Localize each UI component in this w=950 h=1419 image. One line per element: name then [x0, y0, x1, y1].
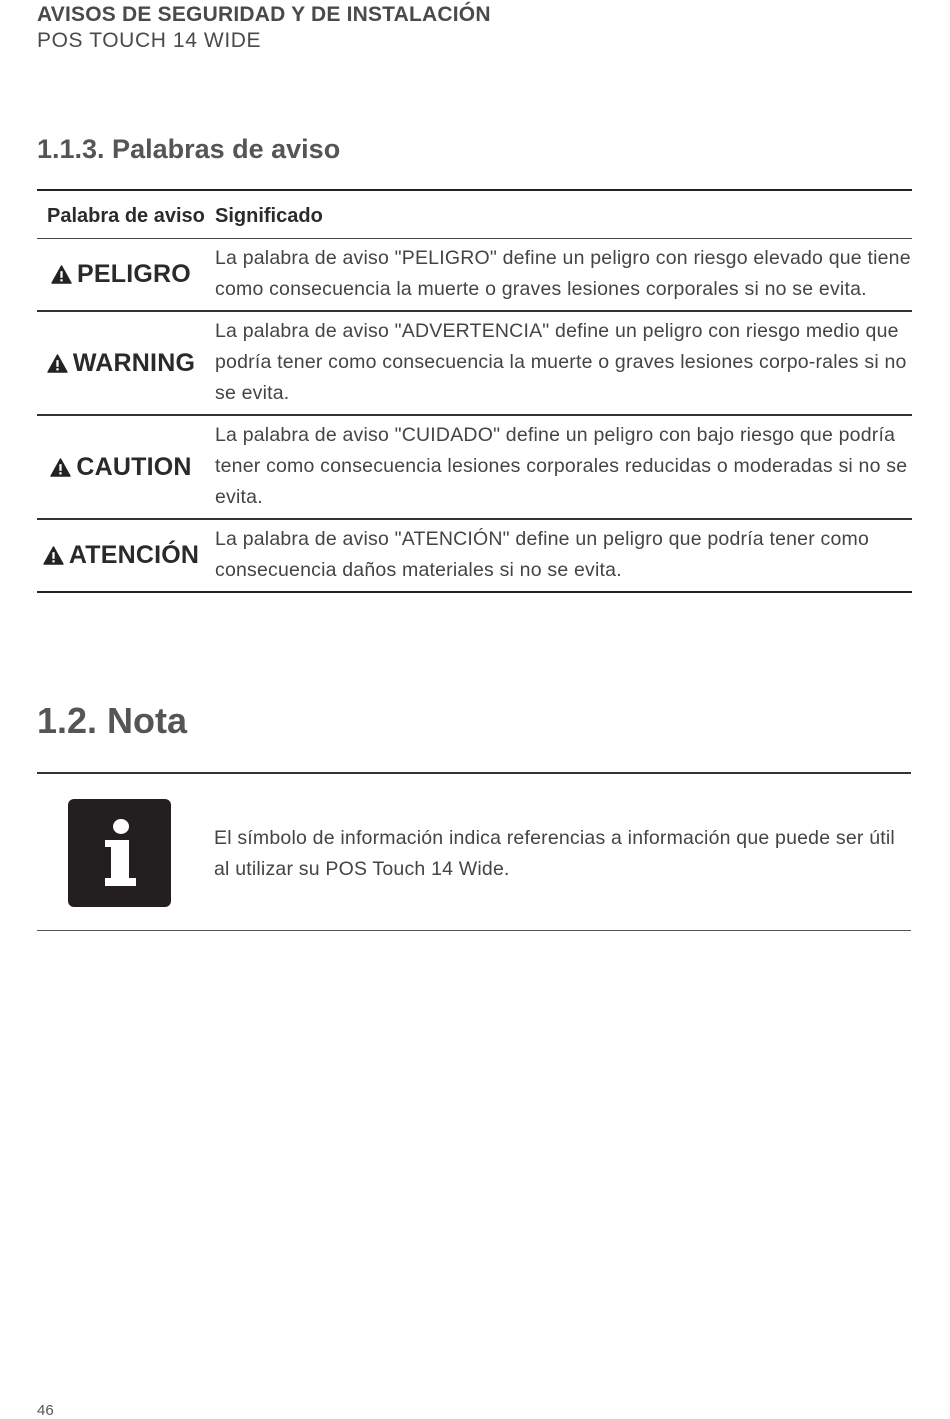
warning-triangle-icon: [43, 546, 64, 565]
page-header: [37, 2, 491, 54]
signal-words-table: [37, 189, 912, 593]
signal-word-label: WARNING: [72, 348, 196, 377]
page-number: 46: [37, 1402, 54, 1419]
product-name: POS TOUCH 14 WIDE: [37, 29, 262, 52]
chapter-title: AVISOS DE SEGURIDAD Y DE INSTALACIÓN: [37, 3, 491, 26]
signal-word-warning: [47, 349, 195, 378]
warning-triangle-icon: [51, 265, 72, 284]
signal-word-cell: [37, 415, 205, 519]
note-box: [37, 772, 911, 931]
signal-word-label: CAUTION: [76, 452, 192, 481]
warning-triangle-icon: [47, 354, 68, 373]
signal-word-atencion: [43, 541, 199, 570]
table-header-row: [37, 190, 912, 239]
table-row: [37, 239, 912, 312]
info-icon: [68, 799, 171, 907]
section-title-signal-words: 1.1.3. Palabras de aviso: [37, 134, 341, 164]
section-title-note: 1.2. Nota: [37, 700, 188, 741]
table-row: [37, 311, 912, 415]
warning-triangle-icon: [50, 458, 71, 477]
meaning-cell: La palabra de aviso "PELIGRO" define un peligro con riesgo elevado que tiene como consecuencia la muerte o graves lesiones corporales si no se evita.: [215, 247, 911, 300]
table-row: [37, 519, 912, 592]
meaning-cell: La palabra de aviso "ADVERTENCIA" define un peligro con riesgo medio que podría tener como consecuencia la muerte o graves lesiones corpo-rales si no se evita.: [215, 320, 907, 404]
signal-word-label: PELIGRO: [77, 260, 191, 288]
column-header-word: Palabra de aviso: [47, 205, 205, 227]
signal-word-peligro: [51, 260, 191, 289]
signal-word-cell: [37, 311, 205, 415]
signal-word-cell: [37, 519, 205, 592]
meaning-cell: La palabra de aviso "CUIDADO" define un peligro con bajo riesgo que podría tener como consecuencia lesiones corporales reducidas o moderadas si no se evita.: [215, 424, 908, 508]
note-text: El símbolo de información indica referencias a información que puede ser útil al utilizar su POS Touch 14 Wide.: [214, 827, 895, 880]
signal-word-label: ATENCIÓN: [68, 541, 200, 569]
column-header-meaning: Significado: [215, 205, 323, 227]
signal-word-cell: [37, 239, 205, 312]
table-row: [37, 415, 912, 519]
meaning-cell: La palabra de aviso "ATENCIÓN" define un peligro que podría tener como consecuencia daños materiales si no se evita.: [215, 528, 870, 581]
signal-word-caution: [50, 453, 191, 482]
